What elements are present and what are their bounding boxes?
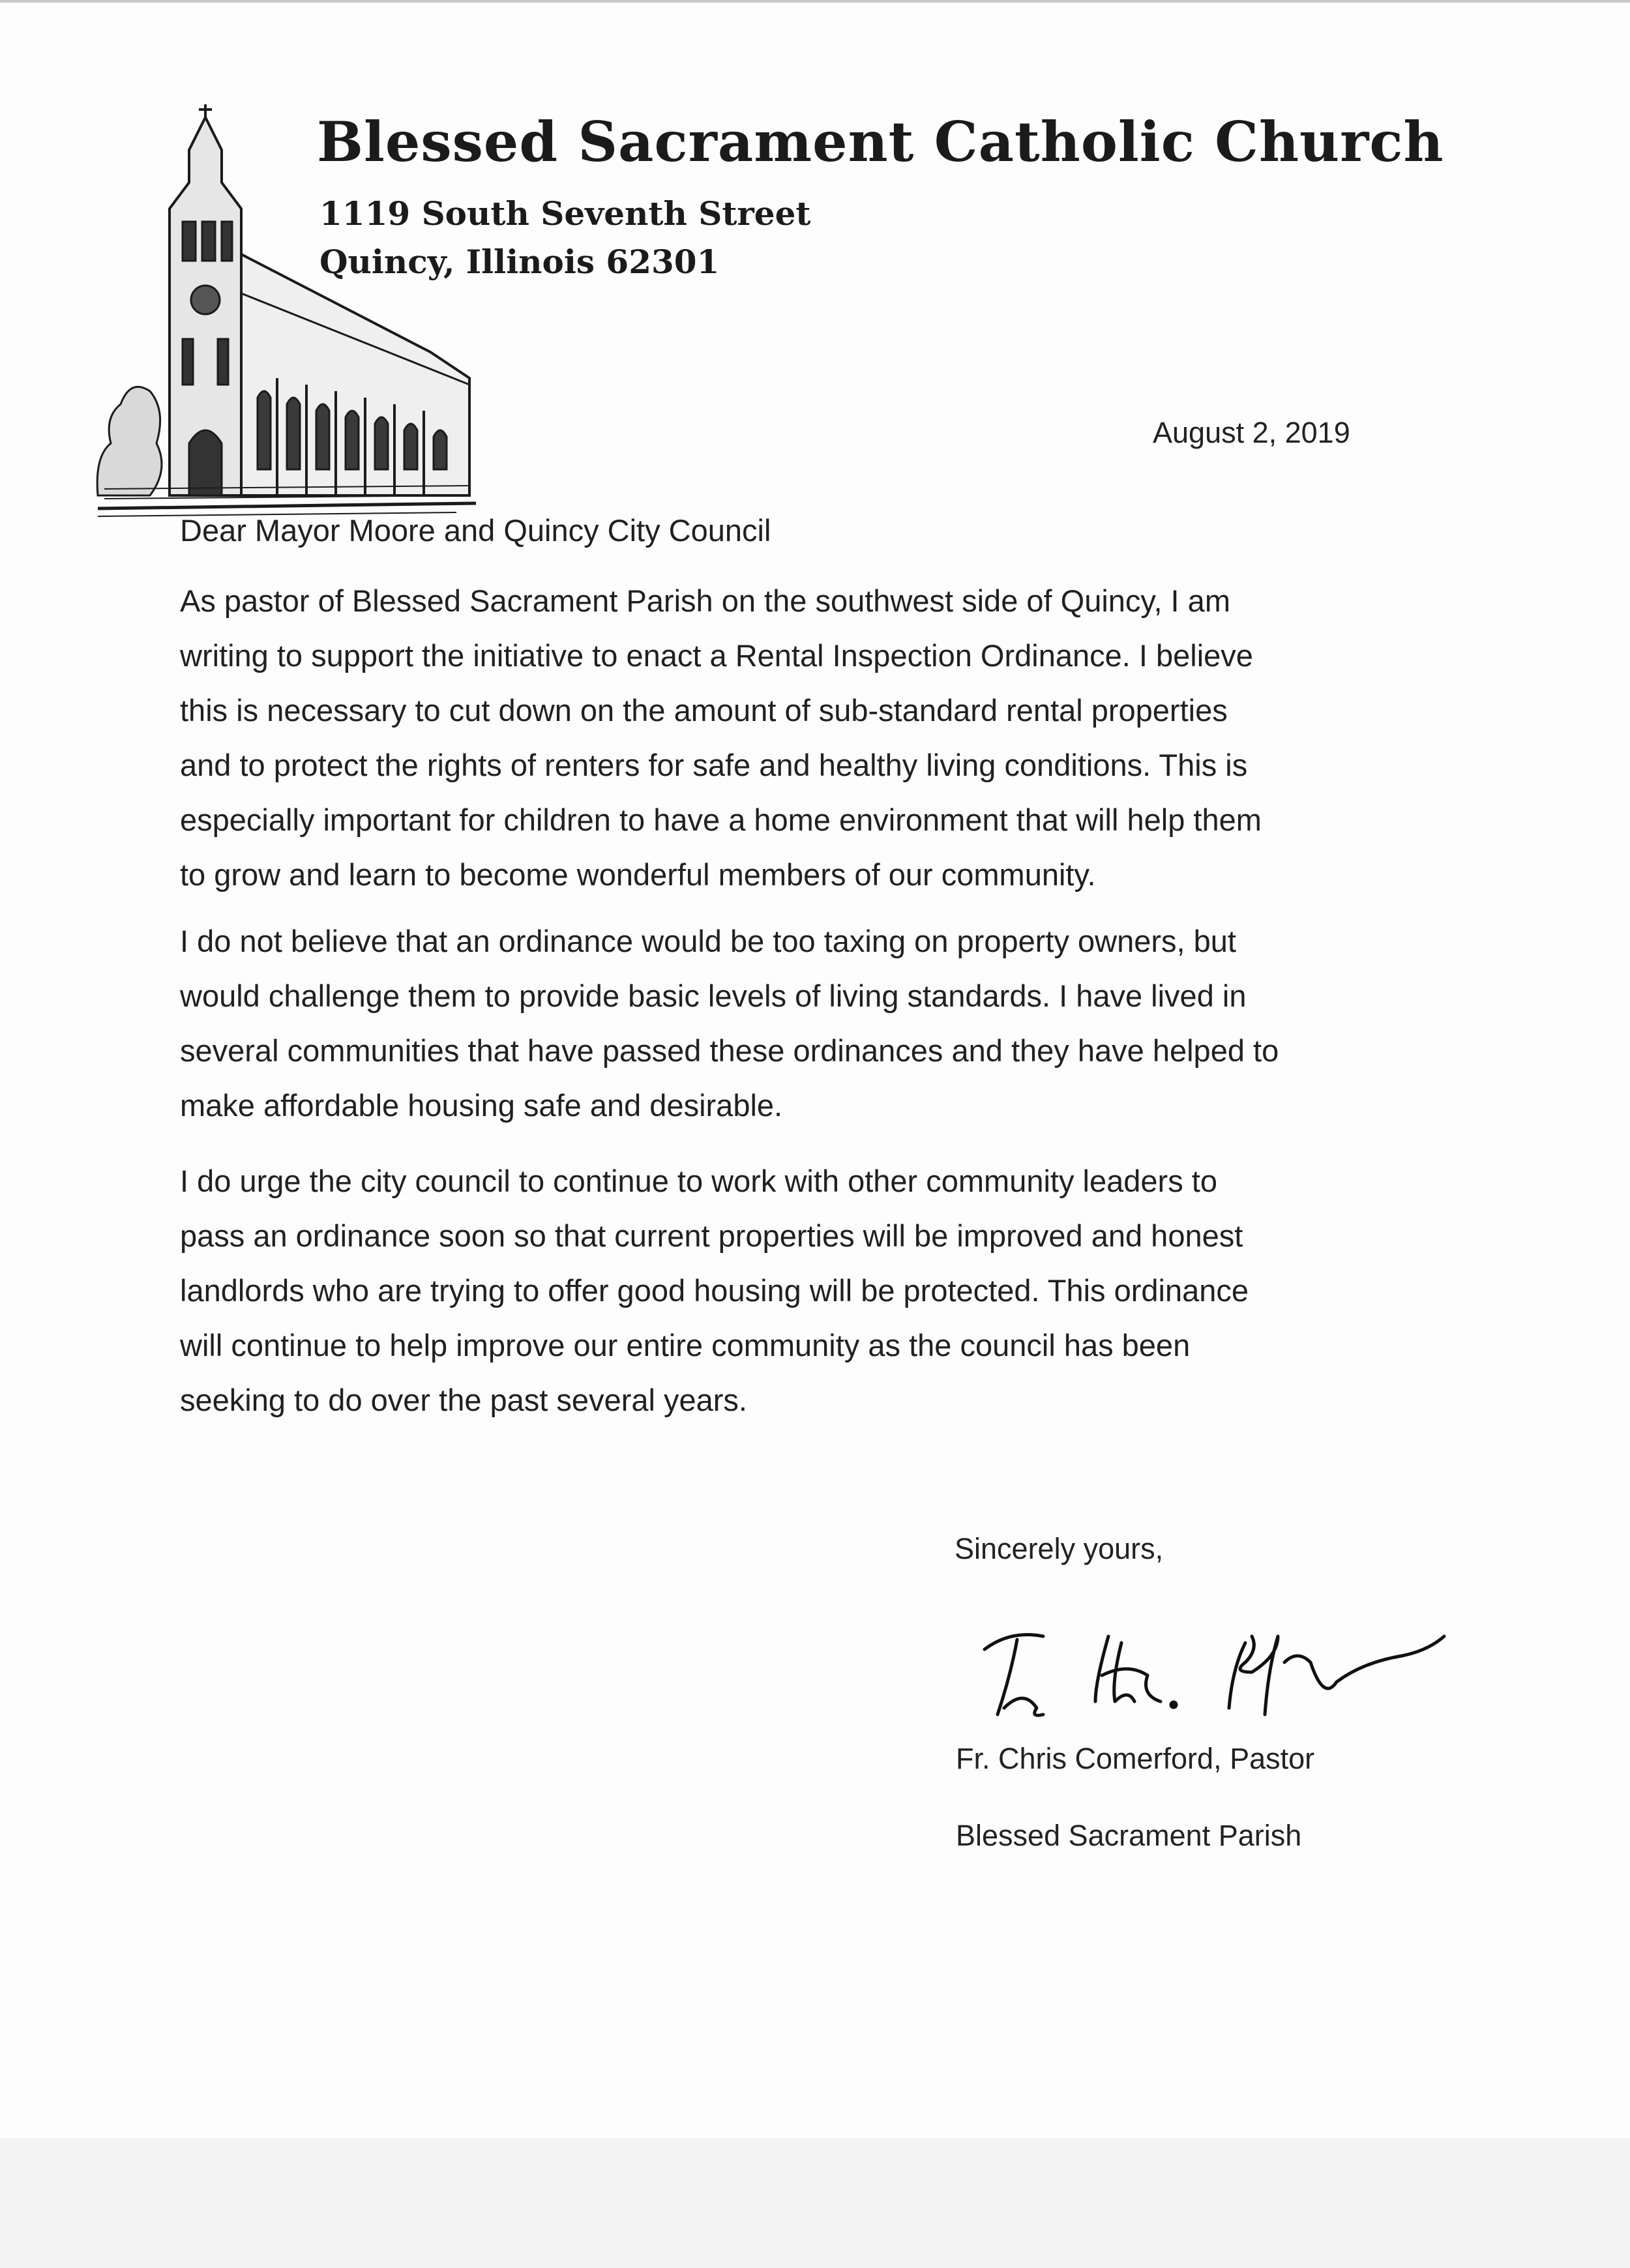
- page-top-edge: [0, 0, 1630, 3]
- letterhead-city-state-zip: Quincy, Illinois 62301: [319, 243, 720, 281]
- paragraph-line: As pastor of Blessed Sacrament Parish on the southwest side of Quincy, I am: [180, 583, 1230, 618]
- paragraph-line: make affordable housing safe and desirable.: [180, 1088, 783, 1123]
- paragraph-line: would challenge them to provide basic levels of living standards. I have lived in: [180, 979, 1247, 1013]
- letterhead-street-address: 1119 South Seventh Street: [319, 194, 811, 233]
- paragraph-line: I do urge the city council to continue to work with other community leaders to: [180, 1164, 1217, 1198]
- letter-date: August 2, 2019: [1153, 416, 1350, 449]
- paragraph-line: several communities that have passed these ordinances and they have helped to: [180, 1033, 1279, 1068]
- signer-name: Fr. Chris Comerford, Pastor: [956, 1742, 1315, 1775]
- closing: Sincerely yours,: [955, 1532, 1164, 1565]
- paragraph-line: to grow and learn to become wonderful members of our community.: [180, 857, 1096, 892]
- paragraph-line: pass an ordinance soon so that current properties will be improved and honest: [180, 1218, 1243, 1253]
- paragraph-line: especially important for children to have a home environment that will help them: [180, 803, 1262, 837]
- page-bottom-edge: [0, 2138, 1630, 2268]
- body-paragraph-1: [180, 574, 1484, 902]
- paragraph-line: landlords who are trying to offer good housing will be protected. This ordinance: [180, 1273, 1249, 1308]
- letterhead-church-name: Blessed Sacrament Catholic Church: [317, 110, 1444, 174]
- handwritten-signature-icon: [971, 1610, 1447, 1728]
- paragraph-line: I do not believe that an ordinance would be too taxing on property owners, but: [180, 924, 1236, 958]
- paragraph-line: and to protect the rights of renters for safe and healthy living conditions. This is: [180, 748, 1248, 782]
- body-paragraph-2: [180, 914, 1484, 1133]
- paragraph-line: seeking to do over the past several years.: [180, 1383, 747, 1417]
- paragraph-line: will continue to help improve our entire community as the council has been: [180, 1328, 1191, 1362]
- paragraph-line: writing to support the initiative to enact a Rental Inspection Ordinance. I believe: [180, 638, 1253, 673]
- body-paragraph-3: [180, 1154, 1484, 1428]
- signer-parish: Blessed Sacrament Parish: [956, 1819, 1302, 1852]
- salutation: Dear Mayor Moore and Quincy City Council: [180, 513, 771, 548]
- paragraph-line: this is necessary to cut down on the amount of sub-standard rental properties: [180, 693, 1228, 728]
